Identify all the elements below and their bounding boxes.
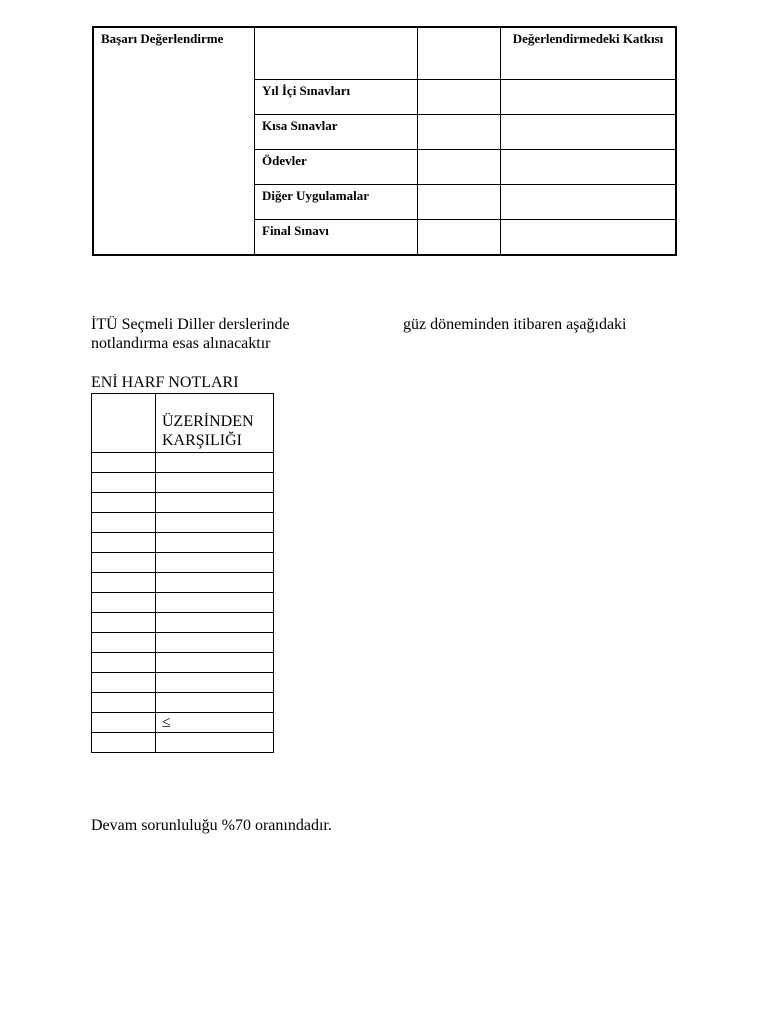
grade-header-cell	[156, 394, 274, 453]
grade-table-row	[92, 633, 274, 653]
grade-table-row	[92, 653, 274, 673]
assessment-contribution-cell	[501, 80, 677, 115]
grade-table-row	[92, 593, 274, 613]
grade-table-row	[92, 613, 274, 633]
grade-table-row	[92, 453, 274, 473]
assessment-contribution-cell	[501, 150, 677, 185]
assessment-count-cell	[418, 80, 501, 115]
grade-letter-cell	[92, 593, 156, 613]
grade-table-row	[92, 713, 274, 733]
grade-letter-cell	[92, 533, 156, 553]
grade-letter-cell	[92, 473, 156, 493]
grade-header-blank	[92, 394, 156, 453]
assessment-contribution-header-cell	[501, 27, 677, 80]
assessment-row-label: Yıl İçi Sınavları	[262, 83, 351, 98]
grade-table	[91, 393, 274, 753]
grade-table-row	[92, 573, 274, 593]
grade-letter-cell	[92, 693, 156, 713]
paragraph-part-1: İTÜ Seçmeli Diller derslerinde	[91, 316, 290, 333]
paragraph-part-3: notlandırma esas alınacaktır	[91, 335, 271, 352]
assessment-contribution-cell	[501, 115, 677, 150]
grade-letter-cell	[92, 453, 156, 473]
grade-range-cell: ≤	[162, 714, 171, 731]
grade-table-row	[92, 673, 274, 693]
assessment-header-blank-2	[418, 27, 501, 80]
assessment-count-cell	[418, 220, 501, 256]
grade-table-row	[92, 493, 274, 513]
assessment-count-cell	[418, 185, 501, 220]
assessment-header-blank	[255, 27, 418, 80]
grade-letter-cell	[92, 493, 156, 513]
paragraph-part-2: güz döneminden itibaren aşağıdaki	[403, 316, 627, 333]
assessment-title-cell	[93, 27, 255, 255]
assessment-row-label: Ödevler	[262, 153, 307, 168]
assessment-count-cell	[418, 150, 501, 185]
grade-letter-cell	[92, 673, 156, 693]
grade-table-header-row	[92, 394, 274, 453]
grade-section-heading: ENİ HARF NOTLARI	[91, 374, 239, 391]
grade-letter-cell	[92, 713, 156, 733]
assessment-row-label: Final Sınavı	[262, 223, 329, 238]
grade-letter-cell	[92, 653, 156, 673]
assessment-contribution-cell	[501, 185, 677, 220]
grade-header-label: ÜZERİNDEN KARŞILIĞI	[162, 413, 254, 449]
grade-table-row	[92, 513, 274, 533]
assessment-row-label: Diğer Uygulamalar	[262, 188, 369, 203]
grade-table-row	[92, 693, 274, 713]
grade-letter-cell	[92, 573, 156, 593]
contribution-header: Değerlendirmedeki Katkısı	[512, 31, 664, 46]
assessment-count-cell	[418, 115, 501, 150]
assessment-header-row	[93, 27, 676, 80]
grade-letter-cell	[92, 633, 156, 653]
grade-table-row	[92, 473, 274, 493]
assessment-row-label: Kısa Sınavlar	[262, 118, 338, 133]
grade-letter-cell	[92, 613, 156, 633]
grade-table-row	[92, 533, 274, 553]
attendance-note: Devam sorunluluğu %70 oranındadır.	[91, 817, 332, 834]
grade-letter-cell	[92, 513, 156, 533]
assessment-contribution-cell	[501, 220, 677, 256]
grade-letter-cell	[92, 733, 156, 753]
assessment-title: Başarı Değerlendirme	[101, 31, 224, 46]
grade-table-row	[92, 733, 274, 753]
grade-table-row	[92, 553, 274, 573]
grade-letter-cell	[92, 553, 156, 573]
assessment-table	[92, 26, 677, 256]
